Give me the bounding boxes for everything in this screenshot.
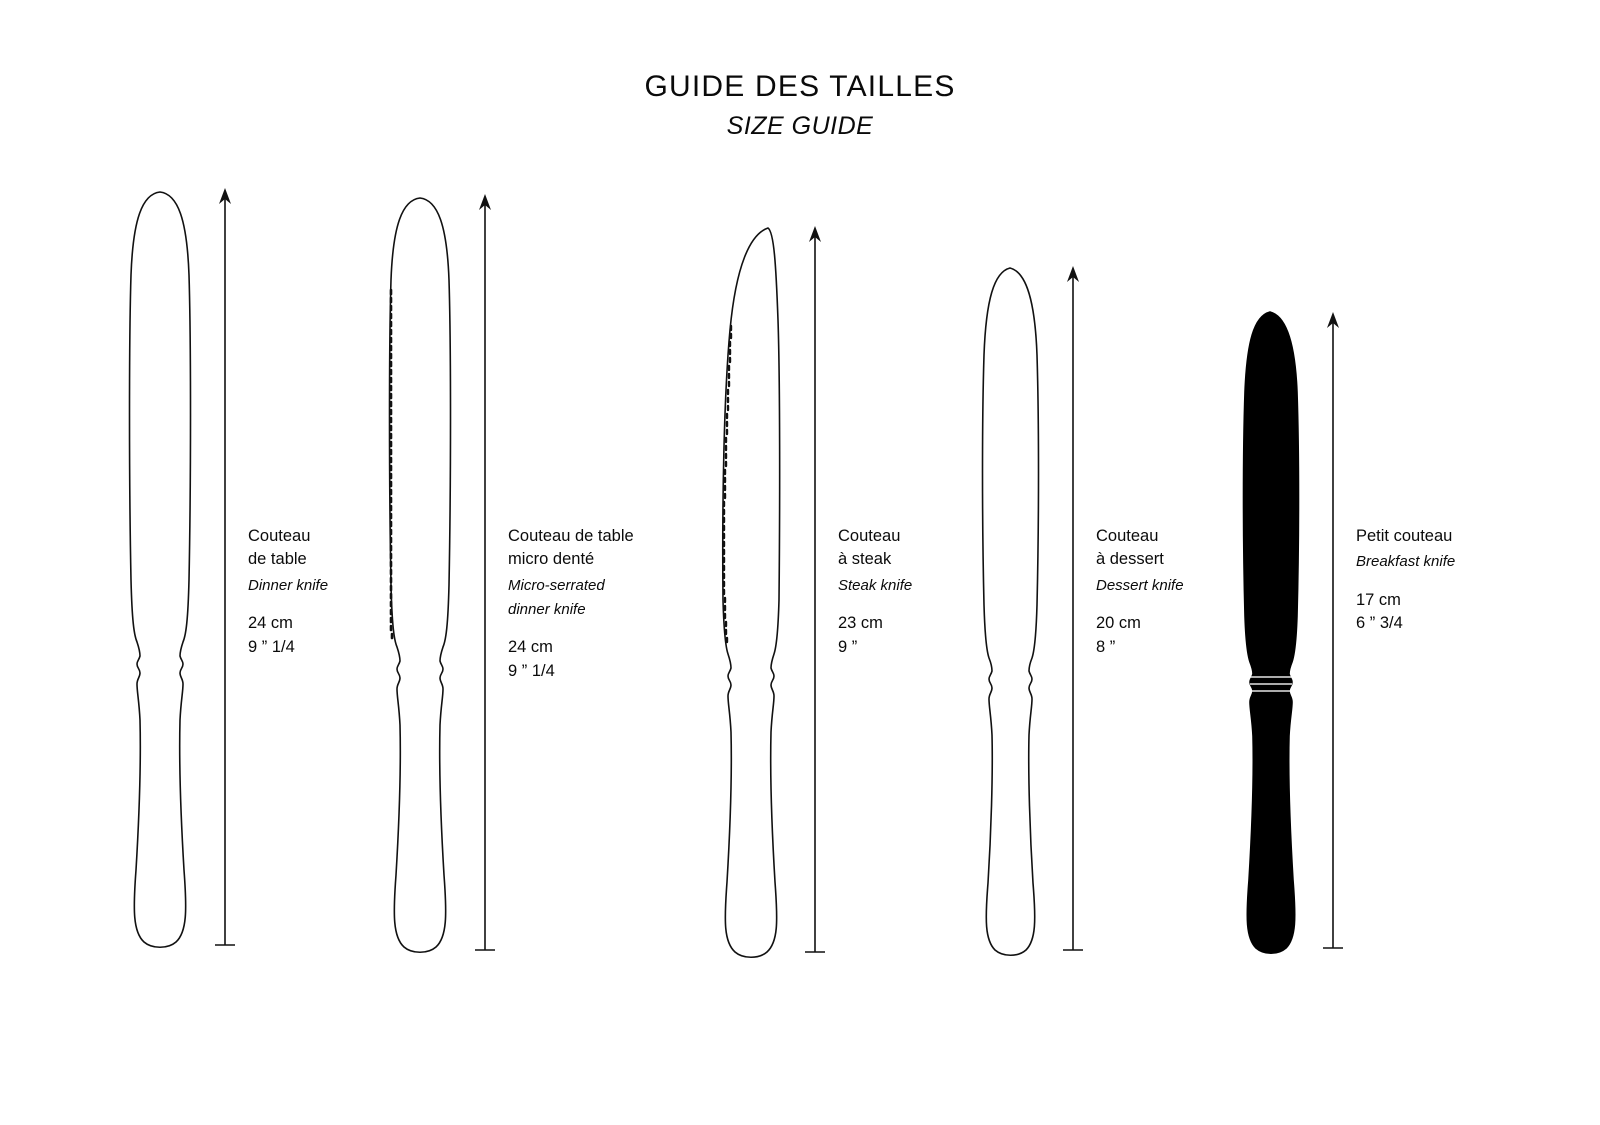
caption-dinner-knife: [248, 525, 328, 659]
size-in: 9 ” 1/4: [248, 637, 295, 656]
label-fr-line1: Petit couteau: [1356, 527, 1453, 545]
knife-item-dinner-knife: [100, 180, 360, 970]
knife-shape-breakfast-knife: [1210, 180, 1330, 970]
label-en: Steak knife: [838, 576, 913, 594]
measure-arrow-breakfast-knife: [1318, 180, 1348, 970]
label-fr-line2: micro denté: [508, 550, 595, 569]
label-en: Dessert knife: [1096, 576, 1184, 594]
measure-arrow-steak-knife: [800, 180, 830, 970]
size-cm: 24 cm: [508, 638, 553, 657]
size-in: 9 ”: [838, 637, 858, 656]
knife-item-breakfast-knife: [1210, 180, 1490, 970]
knife-shape-micro-serrated-dinner-knife: [360, 180, 480, 970]
size-in: 9 ” 1/4: [508, 661, 555, 680]
size-cm: 17 cm: [1356, 590, 1401, 609]
page-title-fr: GUIDE DES TAILLES: [644, 70, 956, 103]
label-en-line2: dinner knife: [508, 601, 586, 619]
measure-arrow-dinner-knife: [210, 180, 240, 970]
knife-item-dessert-knife: [950, 180, 1210, 970]
label-fr-line1: Couteau: [838, 527, 901, 545]
knife-shape-dessert-knife: [950, 180, 1070, 970]
label-en: Dinner knife: [248, 576, 329, 594]
label-fr-line1: Couteau: [248, 527, 311, 545]
label-en: Breakfast knife: [1356, 553, 1456, 571]
size-in: 6 ” 3/4: [1356, 614, 1403, 633]
knife-shape-steak-knife: [690, 180, 810, 970]
page-title-en: SIZE GUIDE: [726, 112, 874, 140]
measure-arrow-micro-serrated-dinner-knife: [470, 180, 500, 970]
size-cm: 20 cm: [1096, 614, 1141, 633]
caption-micro-serrated-dinner-knife: [508, 525, 634, 683]
size-guide-diagram: [0, 180, 1600, 980]
measure-arrow-dessert-knife: [1058, 180, 1088, 970]
knife-shape-dinner-knife: [100, 180, 220, 970]
knife-item-micro-serrated-dinner-knife: [360, 180, 634, 970]
caption-dessert-knife: [1096, 525, 1184, 659]
label-fr-line1: Couteau: [1096, 527, 1159, 545]
page-header: [0, 70, 1600, 141]
caption-breakfast-knife: [1356, 525, 1455, 636]
label-fr-line1: Couteau de table: [508, 527, 634, 545]
size-cm: 24 cm: [248, 614, 293, 633]
size-in: 8 ”: [1096, 637, 1116, 656]
label-fr-line2: à dessert: [1096, 550, 1164, 569]
caption-steak-knife: [838, 525, 912, 659]
size-cm: 23 cm: [838, 614, 883, 633]
label-fr-line2: de table: [248, 550, 307, 569]
label-en-line1: Micro-serrated: [508, 576, 605, 594]
label-fr-line2: à steak: [838, 550, 892, 569]
knife-item-steak-knife: [690, 180, 950, 970]
